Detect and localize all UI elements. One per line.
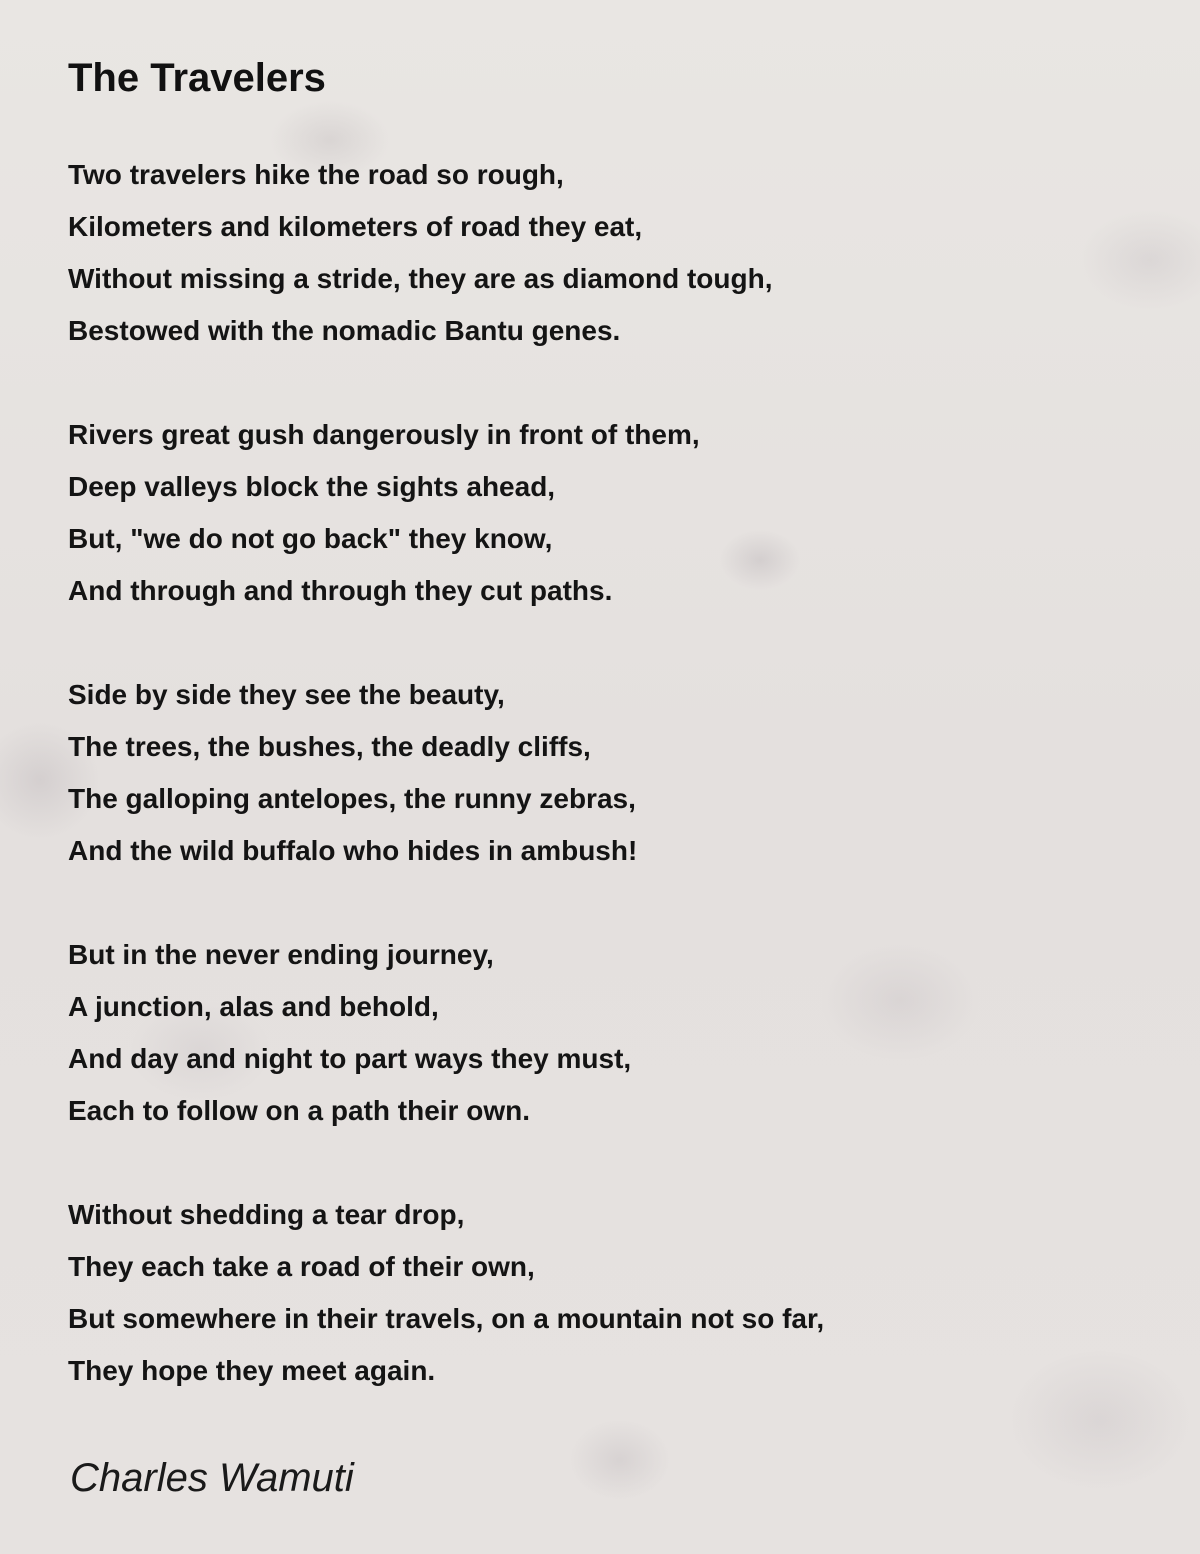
poem-title: The Travelers bbox=[68, 56, 326, 100]
poem-line: But in the never ending journey, bbox=[68, 939, 494, 970]
poem-line: Rivers great gush dangerously in front of them, bbox=[68, 419, 700, 450]
stanza-5 bbox=[68, 1189, 1168, 1397]
poem-line: Deep valleys block the sights ahead, bbox=[68, 471, 556, 502]
poem-line: Each to follow on a path their own. bbox=[68, 1095, 530, 1126]
poem-line: But, "we do not go back" they know, bbox=[68, 523, 553, 554]
poem-line: Kilometers and kilometers of road they eat, bbox=[68, 211, 643, 242]
poem-body bbox=[68, 149, 1168, 1449]
poem-line: They hope they meet again. bbox=[68, 1355, 436, 1386]
poem-line: Without shedding a tear drop, bbox=[68, 1199, 465, 1230]
poem-line: Bestowed with the nomadic Bantu genes. bbox=[68, 315, 621, 346]
stanza-3 bbox=[68, 669, 1168, 877]
stanza-2 bbox=[68, 409, 1168, 617]
poem-line: The galloping antelopes, the runny zebras, bbox=[68, 783, 636, 814]
poem-line: And day and night to part ways they must, bbox=[68, 1043, 632, 1074]
poem-line: Two travelers hike the road so rough, bbox=[68, 159, 564, 190]
stanza-4 bbox=[68, 929, 1168, 1137]
poem-line: A junction, alas and behold, bbox=[68, 991, 439, 1022]
poem-line: They each take a road of their own, bbox=[68, 1251, 535, 1282]
poem-line: Side by side they see the beauty, bbox=[68, 679, 505, 710]
poem-line: And the wild buffalo who hides in ambush! bbox=[68, 835, 638, 866]
poem-line: Without missing a stride, they are as diamond tough, bbox=[68, 263, 773, 294]
poem-line: And through and through they cut paths. bbox=[68, 575, 613, 606]
stanza-1 bbox=[68, 149, 1168, 357]
poem-line: The trees, the bushes, the deadly cliffs, bbox=[68, 731, 591, 762]
poem-author: Charles Wamuti bbox=[70, 1456, 354, 1500]
poem-line: But somewhere in their travels, on a mountain not so far, bbox=[68, 1303, 825, 1334]
